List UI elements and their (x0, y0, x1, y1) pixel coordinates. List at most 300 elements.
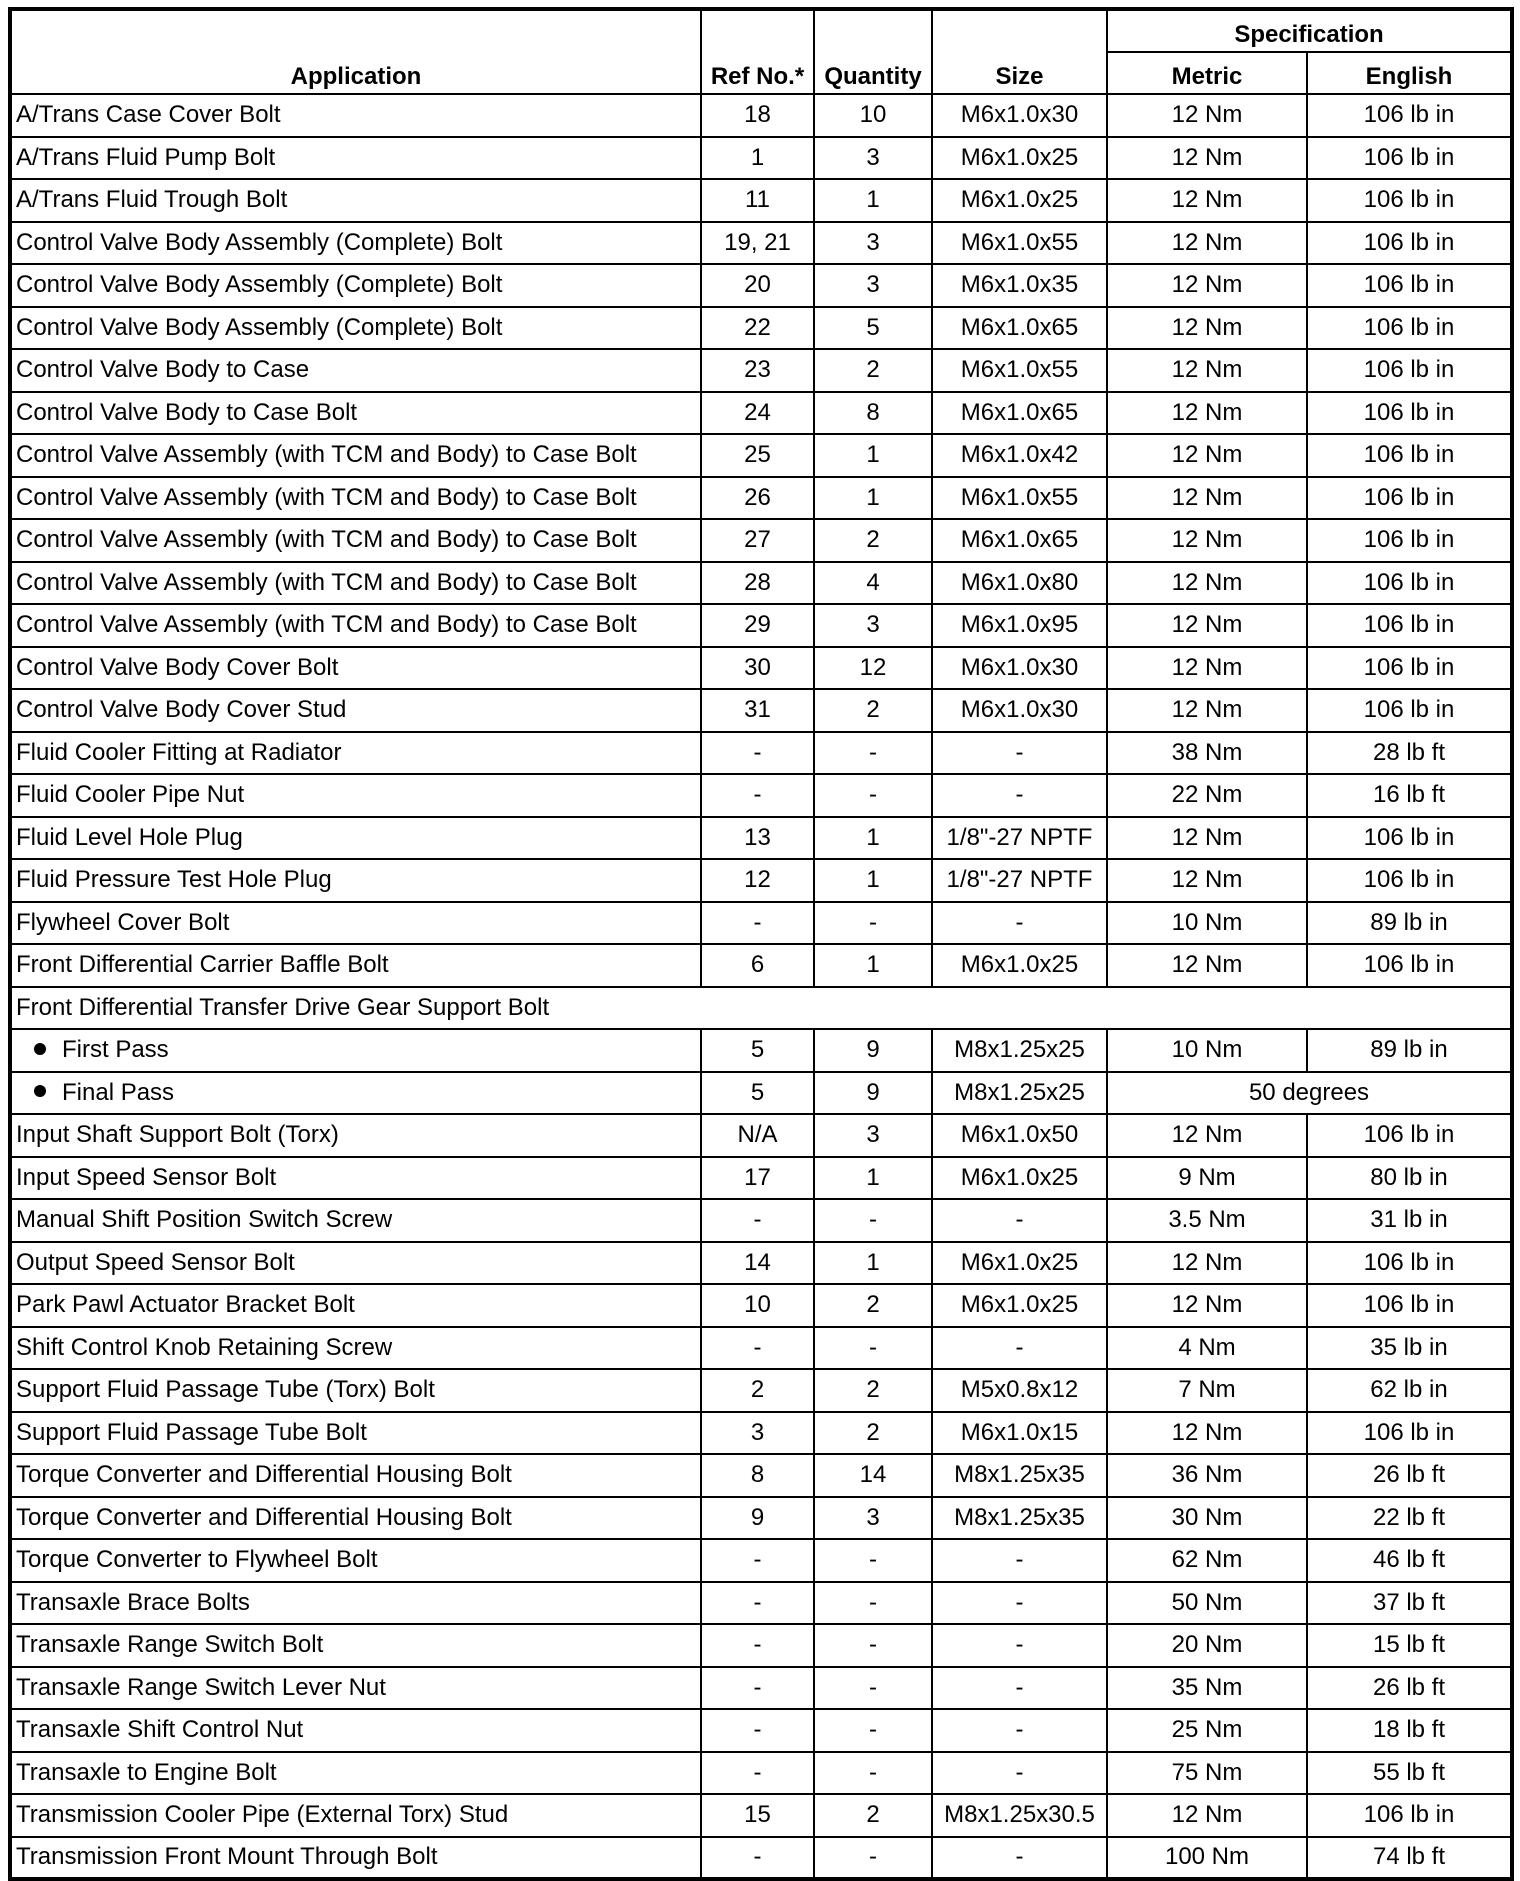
cell-english: 80 lb in (1307, 1157, 1512, 1200)
cell-application: Torque Converter to Flywheel Bolt (10, 1539, 701, 1582)
table-row (10, 222, 1512, 265)
cell-english: 18 lb ft (1307, 1709, 1512, 1752)
cell-qty: - (814, 1837, 932, 1880)
cell-ref: 15 (701, 1794, 814, 1837)
cell-ref: 18 (701, 94, 814, 137)
cell-metric: 75 Nm (1107, 1752, 1307, 1795)
table-row (10, 1582, 1512, 1625)
cell-qty: - (814, 902, 932, 945)
table-row (10, 647, 1512, 690)
header-application: Application (10, 9, 701, 94)
table-row-final-pass (10, 1072, 1512, 1115)
cell-size: - (932, 1199, 1107, 1242)
cell-size: M6x1.0x55 (932, 349, 1107, 392)
cell-size: M6x1.0x42 (932, 434, 1107, 477)
cell-english: 74 lb ft (1307, 1837, 1512, 1880)
cell-metric: 12 Nm (1107, 137, 1307, 180)
cell-ref: - (701, 732, 814, 775)
cell-application: Fluid Cooler Fitting at Radiator (10, 732, 701, 775)
group-row (10, 987, 1512, 1030)
cell-application: Fluid Pressure Test Hole Plug (10, 859, 701, 902)
cell-english: 106 lb in (1307, 689, 1512, 732)
cell-size: M6x1.0x25 (932, 1284, 1107, 1327)
cell-english: 106 lb in (1307, 647, 1512, 690)
cell-ref: - (701, 902, 814, 945)
cell-application: Input Shaft Support Bolt (Torx) (10, 1114, 701, 1157)
table-row (10, 307, 1512, 350)
cell-application: Shift Control Knob Retaining Screw (10, 1327, 701, 1370)
cell-metric: 12 Nm (1107, 222, 1307, 265)
cell-english: 62 lb in (1307, 1369, 1512, 1412)
header-specification: Specification (1107, 9, 1512, 52)
cell-metric: 12 Nm (1107, 859, 1307, 902)
cell-qty: - (814, 1327, 932, 1370)
cell-application: Control Valve Body to Case Bolt (10, 392, 701, 435)
cell-qty: - (814, 1667, 932, 1710)
cell-qty: 2 (814, 349, 932, 392)
cell-metric: 25 Nm (1107, 1709, 1307, 1752)
cell-ref: 3 (701, 1412, 814, 1455)
table-row (10, 732, 1512, 775)
cell-english: 106 lb in (1307, 1284, 1512, 1327)
table-row (10, 1794, 1512, 1837)
cell-english: 106 lb in (1307, 434, 1512, 477)
cell-ref: N/A (701, 1114, 814, 1157)
cell-ref: 22 (701, 307, 814, 350)
cell-application: Control Valve Body Assembly (Complete) Bolt (10, 264, 701, 307)
cell-qty: 3 (814, 604, 932, 647)
cell-metric: 12 Nm (1107, 1794, 1307, 1837)
cell-ref: 11 (701, 179, 814, 222)
cell-ref: 8 (701, 1454, 814, 1497)
cell-metric: 50 Nm (1107, 1582, 1307, 1625)
cell-ref: 2 (701, 1369, 814, 1412)
cell-qty: - (814, 1539, 932, 1582)
cell-size: M6x1.0x80 (932, 562, 1107, 605)
cell-metric: 20 Nm (1107, 1624, 1307, 1667)
cell-english: 46 lb ft (1307, 1539, 1512, 1582)
cell-english: 106 lb in (1307, 944, 1512, 987)
cell-ref: 29 (701, 604, 814, 647)
cell-english: 106 lb in (1307, 264, 1512, 307)
cell-metric: 62 Nm (1107, 1539, 1307, 1582)
cell-ref: 14 (701, 1242, 814, 1285)
cell-size: 1/8"-27 NPTF (932, 817, 1107, 860)
cell-metric: 12 Nm (1107, 562, 1307, 605)
cell-english: 55 lb ft (1307, 1752, 1512, 1795)
cell-size: - (932, 1582, 1107, 1625)
cell-size: M6x1.0x30 (932, 94, 1107, 137)
cell-application: Control Valve Body Cover Bolt (10, 647, 701, 690)
cell-ref: - (701, 1709, 814, 1752)
cell-metric: 12 Nm (1107, 434, 1307, 477)
table-row (10, 1667, 1512, 1710)
cell-application: Transaxle Range Switch Lever Nut (10, 1667, 701, 1710)
cell-size: M6x1.0x30 (932, 647, 1107, 690)
cell-application: Control Valve Body Cover Stud (10, 689, 701, 732)
cell-application: Park Pawl Actuator Bracket Bolt (10, 1284, 701, 1327)
first-pass-label: First Pass (62, 1036, 169, 1064)
cell-size: M6x1.0x25 (932, 1157, 1107, 1200)
cell-ref: - (701, 1582, 814, 1625)
cell-metric: 12 Nm (1107, 519, 1307, 562)
table-row (10, 1284, 1512, 1327)
header-row-top (10, 9, 1512, 52)
spec-sheet (8, 7, 1510, 1881)
cell-english: 106 lb in (1307, 392, 1512, 435)
cell-english: 106 lb in (1307, 817, 1512, 860)
cell-size: 1/8"-27 NPTF (932, 859, 1107, 902)
cell-size: M6x1.0x25 (932, 944, 1107, 987)
cell-application: Support Fluid Passage Tube Bolt (10, 1412, 701, 1455)
cell-english: 31 lb in (1307, 1199, 1512, 1242)
cell-english: 106 lb in (1307, 1242, 1512, 1285)
table-row (10, 689, 1512, 732)
cell-application: Support Fluid Passage Tube (Torx) Bolt (10, 1369, 701, 1412)
cell-english: 26 lb ft (1307, 1454, 1512, 1497)
cell-metric: 10 Nm (1107, 902, 1307, 945)
table-row (10, 264, 1512, 307)
table-row (10, 1157, 1512, 1200)
cell-ref: - (701, 1199, 814, 1242)
table-row (10, 1242, 1512, 1285)
cell-english: 15 lb ft (1307, 1624, 1512, 1667)
table-row (10, 1837, 1512, 1880)
cell-qty: 1 (814, 434, 932, 477)
cell-qty: - (814, 1199, 932, 1242)
table-row (10, 519, 1512, 562)
cell-qty: 2 (814, 1284, 932, 1327)
group-row-label: Front Differential Transfer Drive Gear Support Bolt (10, 987, 1512, 1030)
cell-english: 106 lb in (1307, 179, 1512, 222)
cell-english: 106 lb in (1307, 222, 1512, 265)
cell-ref: - (701, 1837, 814, 1880)
cell-size: M6x1.0x25 (932, 137, 1107, 180)
cell-english: 22 lb ft (1307, 1497, 1512, 1540)
table-row (10, 1454, 1512, 1497)
cell-size: - (932, 1539, 1107, 1582)
cell-metric: 12 Nm (1107, 1242, 1307, 1285)
cell-application: Torque Converter and Differential Housing Bolt (10, 1497, 701, 1540)
cell-size: M8x1.25x35 (932, 1497, 1107, 1540)
cell-ref: - (701, 774, 814, 817)
cell-size: M6x1.0x65 (932, 519, 1107, 562)
cell-metric: 12 Nm (1107, 94, 1307, 137)
cell-application: Transaxle Shift Control Nut (10, 1709, 701, 1752)
cell-qty: 2 (814, 519, 932, 562)
cell-application: Torque Converter and Differential Housing Bolt (10, 1454, 701, 1497)
cell-qty: 5 (814, 307, 932, 350)
cell-size: M6x1.0x65 (932, 392, 1107, 435)
cell-qty: 9 (814, 1029, 932, 1072)
cell-qty: 3 (814, 1497, 932, 1540)
cell-qty: 12 (814, 647, 932, 690)
cell-size: M8x1.25x35 (932, 1454, 1107, 1497)
cell-qty: - (814, 732, 932, 775)
table-row (10, 604, 1512, 647)
table-row (10, 94, 1512, 137)
bullet-icon (34, 1043, 46, 1055)
cell-ref: 20 (701, 264, 814, 307)
cell-metric: 10 Nm (1107, 1029, 1307, 1072)
table-row (10, 944, 1512, 987)
table-row (10, 1752, 1512, 1795)
cell-ref: 28 (701, 562, 814, 605)
cell-metric: 12 Nm (1107, 944, 1307, 987)
cell-application: Flywheel Cover Bolt (10, 902, 701, 945)
cell-ref: 13 (701, 817, 814, 860)
table-row (10, 859, 1512, 902)
cell-application: Transaxle to Engine Bolt (10, 1752, 701, 1795)
table-row-first-pass (10, 1029, 1512, 1072)
cell-qty: 10 (814, 94, 932, 137)
cell-application: Fluid Level Hole Plug (10, 817, 701, 860)
cell-metric: 36 Nm (1107, 1454, 1307, 1497)
cell-size: M6x1.0x25 (932, 179, 1107, 222)
table-body (10, 94, 1512, 1879)
cell-size: - (932, 1327, 1107, 1370)
table-row (10, 392, 1512, 435)
cell-application (10, 1072, 701, 1115)
cell-qty: 9 (814, 1072, 932, 1115)
table-row (10, 562, 1512, 605)
cell-english: 16 lb ft (1307, 774, 1512, 817)
table-row (10, 1114, 1512, 1157)
cell-qty: 1 (814, 1157, 932, 1200)
cell-qty: 8 (814, 392, 932, 435)
cell-size: - (932, 732, 1107, 775)
table-row (10, 1412, 1512, 1455)
cell-application: Transmission Front Mount Through Bolt (10, 1837, 701, 1880)
cell-qty: 3 (814, 264, 932, 307)
cell-qty: 2 (814, 1412, 932, 1455)
cell-ref: 6 (701, 944, 814, 987)
cell-application: Control Valve Body Assembly (Complete) Bolt (10, 307, 701, 350)
cell-english: 89 lb in (1307, 902, 1512, 945)
cell-english: 26 lb ft (1307, 1667, 1512, 1710)
cell-qty: - (814, 1752, 932, 1795)
cell-qty: 2 (814, 1794, 932, 1837)
cell-ref: 30 (701, 647, 814, 690)
final-pass-label: Final Pass (62, 1078, 175, 1106)
header-quantity: Quantity (814, 9, 932, 94)
cell-qty: 2 (814, 1369, 932, 1412)
cell-qty: - (814, 1624, 932, 1667)
cell-metric: 12 Nm (1107, 604, 1307, 647)
cell-ref: 26 (701, 477, 814, 520)
cell-ref: 10 (701, 1284, 814, 1327)
cell-size: M8x1.25x25 (932, 1072, 1107, 1115)
header-english: English (1307, 52, 1512, 94)
cell-ref: 12 (701, 859, 814, 902)
cell-english: 37 lb ft (1307, 1582, 1512, 1625)
cell-english: 106 lb in (1307, 94, 1512, 137)
cell-metric: 35 Nm (1107, 1667, 1307, 1710)
cell-english: 106 lb in (1307, 349, 1512, 392)
cell-qty: 3 (814, 137, 932, 180)
cell-english: 106 lb in (1307, 859, 1512, 902)
cell-metric: 12 Nm (1107, 817, 1307, 860)
cell-application: Output Speed Sensor Bolt (10, 1242, 701, 1285)
cell-ref: 24 (701, 392, 814, 435)
cell-metric: 30 Nm (1107, 1497, 1307, 1540)
cell-application: A/Trans Case Cover Bolt (10, 94, 701, 137)
table-row (10, 1624, 1512, 1667)
cell-size: M6x1.0x65 (932, 307, 1107, 350)
cell-qty: - (814, 774, 932, 817)
cell-qty: 4 (814, 562, 932, 605)
cell-english: 106 lb in (1307, 137, 1512, 180)
cell-qty: 1 (814, 817, 932, 860)
cell-application: Transmission Cooler Pipe (External Torx) Stud (10, 1794, 701, 1837)
cell-metric: 22 Nm (1107, 774, 1307, 817)
cell-ref: 1 (701, 137, 814, 180)
cell-size: - (932, 902, 1107, 945)
table-row (10, 1199, 1512, 1242)
cell-metric: 12 Nm (1107, 179, 1307, 222)
cell-qty: 14 (814, 1454, 932, 1497)
cell-size: - (932, 1709, 1107, 1752)
cell-size: - (932, 1837, 1107, 1880)
header-metric: Metric (1107, 52, 1307, 94)
cell-ref: - (701, 1752, 814, 1795)
cell-ref: - (701, 1624, 814, 1667)
cell-qty: 1 (814, 944, 932, 987)
cell-metric: 12 Nm (1107, 392, 1307, 435)
cell-metric: 12 Nm (1107, 1412, 1307, 1455)
cell-ref: 27 (701, 519, 814, 562)
cell-qty: 1 (814, 1242, 932, 1285)
cell-metric: 38 Nm (1107, 732, 1307, 775)
cell-ref: 25 (701, 434, 814, 477)
cell-metric: 100 Nm (1107, 1837, 1307, 1880)
table-row (10, 1369, 1512, 1412)
table-row (10, 137, 1512, 180)
table-row (10, 902, 1512, 945)
cell-application: Input Speed Sensor Bolt (10, 1157, 701, 1200)
cell-ref: - (701, 1667, 814, 1710)
cell-size: M6x1.0x55 (932, 222, 1107, 265)
cell-application: Fluid Cooler Pipe Nut (10, 774, 701, 817)
cell-metric: 12 Nm (1107, 264, 1307, 307)
cell-application (10, 1029, 701, 1072)
cell-ref: 5 (701, 1072, 814, 1115)
cell-qty: - (814, 1582, 932, 1625)
cell-size: - (932, 1624, 1107, 1667)
cell-application: Control Valve Assembly (with TCM and Body) to Case Bolt (10, 562, 701, 605)
cell-size: M6x1.0x15 (932, 1412, 1107, 1455)
cell-ref: 31 (701, 689, 814, 732)
cell-metric: 12 Nm (1107, 1114, 1307, 1157)
cell-application: Transaxle Brace Bolts (10, 1582, 701, 1625)
cell-english: 28 lb ft (1307, 732, 1512, 775)
cell-metric: 7 Nm (1107, 1369, 1307, 1412)
cell-application: Transaxle Range Switch Bolt (10, 1624, 701, 1667)
cell-metric: 3.5 Nm (1107, 1199, 1307, 1242)
cell-specification: 50 degrees (1107, 1072, 1512, 1115)
cell-ref: - (701, 1539, 814, 1582)
cell-metric: 9 Nm (1107, 1157, 1307, 1200)
fastener-torque-table (8, 7, 1514, 1881)
cell-english: 106 lb in (1307, 604, 1512, 647)
table-row (10, 434, 1512, 477)
cell-ref: - (701, 1327, 814, 1370)
cell-size: M6x1.0x55 (932, 477, 1107, 520)
table-row (10, 1709, 1512, 1752)
cell-size: M6x1.0x25 (932, 1242, 1107, 1285)
cell-english: 106 lb in (1307, 307, 1512, 350)
header-size: Size (932, 9, 1107, 94)
table-row (10, 477, 1512, 520)
cell-size: - (932, 1752, 1107, 1795)
cell-size: M6x1.0x30 (932, 689, 1107, 732)
cell-application: Control Valve Assembly (with TCM and Body) to Case Bolt (10, 519, 701, 562)
cell-size: M6x1.0x50 (932, 1114, 1107, 1157)
cell-metric: 12 Nm (1107, 307, 1307, 350)
cell-size: M5x0.8x12 (932, 1369, 1107, 1412)
cell-application: A/Trans Fluid Pump Bolt (10, 137, 701, 180)
cell-qty: 3 (814, 222, 932, 265)
cell-ref: 23 (701, 349, 814, 392)
cell-size: - (932, 1667, 1107, 1710)
cell-size: M8x1.25x25 (932, 1029, 1107, 1072)
cell-ref: 9 (701, 1497, 814, 1540)
cell-qty: 2 (814, 689, 932, 732)
cell-qty: 1 (814, 477, 932, 520)
cell-ref: 17 (701, 1157, 814, 1200)
cell-application: A/Trans Fluid Trough Bolt (10, 179, 701, 222)
cell-size: - (932, 774, 1107, 817)
table-row (10, 1327, 1512, 1370)
cell-qty: 1 (814, 859, 932, 902)
cell-english: 106 lb in (1307, 477, 1512, 520)
cell-application: Control Valve Assembly (with TCM and Body) to Case Bolt (10, 604, 701, 647)
table-row (10, 817, 1512, 860)
header-ref-no: Ref No.* (701, 9, 814, 94)
cell-metric: 12 Nm (1107, 1284, 1307, 1327)
cell-metric: 12 Nm (1107, 349, 1307, 392)
cell-qty: - (814, 1709, 932, 1752)
cell-metric: 4 Nm (1107, 1327, 1307, 1370)
cell-application: Front Differential Carrier Baffle Bolt (10, 944, 701, 987)
cell-english: 106 lb in (1307, 1114, 1512, 1157)
cell-english: 89 lb in (1307, 1029, 1512, 1072)
cell-size: M8x1.25x30.5 (932, 1794, 1107, 1837)
cell-application: Control Valve Assembly (with TCM and Body) to Case Bolt (10, 434, 701, 477)
cell-metric: 12 Nm (1107, 477, 1307, 520)
cell-metric: 12 Nm (1107, 689, 1307, 732)
cell-ref: 5 (701, 1029, 814, 1072)
cell-size: M6x1.0x35 (932, 264, 1107, 307)
table-row (10, 774, 1512, 817)
cell-english: 35 lb in (1307, 1327, 1512, 1370)
cell-application: Control Valve Body to Case (10, 349, 701, 392)
cell-application: Control Valve Body Assembly (Complete) Bolt (10, 222, 701, 265)
cell-qty: 1 (814, 179, 932, 222)
table-row (10, 1539, 1512, 1582)
cell-size: M6x1.0x95 (932, 604, 1107, 647)
cell-application: Manual Shift Position Switch Screw (10, 1199, 701, 1242)
cell-english: 106 lb in (1307, 519, 1512, 562)
cell-qty: 3 (814, 1114, 932, 1157)
cell-english: 106 lb in (1307, 1794, 1512, 1837)
cell-ref: 19, 21 (701, 222, 814, 265)
table-row (10, 1497, 1512, 1540)
table-row (10, 179, 1512, 222)
cell-english: 106 lb in (1307, 1412, 1512, 1455)
cell-metric: 12 Nm (1107, 647, 1307, 690)
cell-english: 106 lb in (1307, 562, 1512, 605)
